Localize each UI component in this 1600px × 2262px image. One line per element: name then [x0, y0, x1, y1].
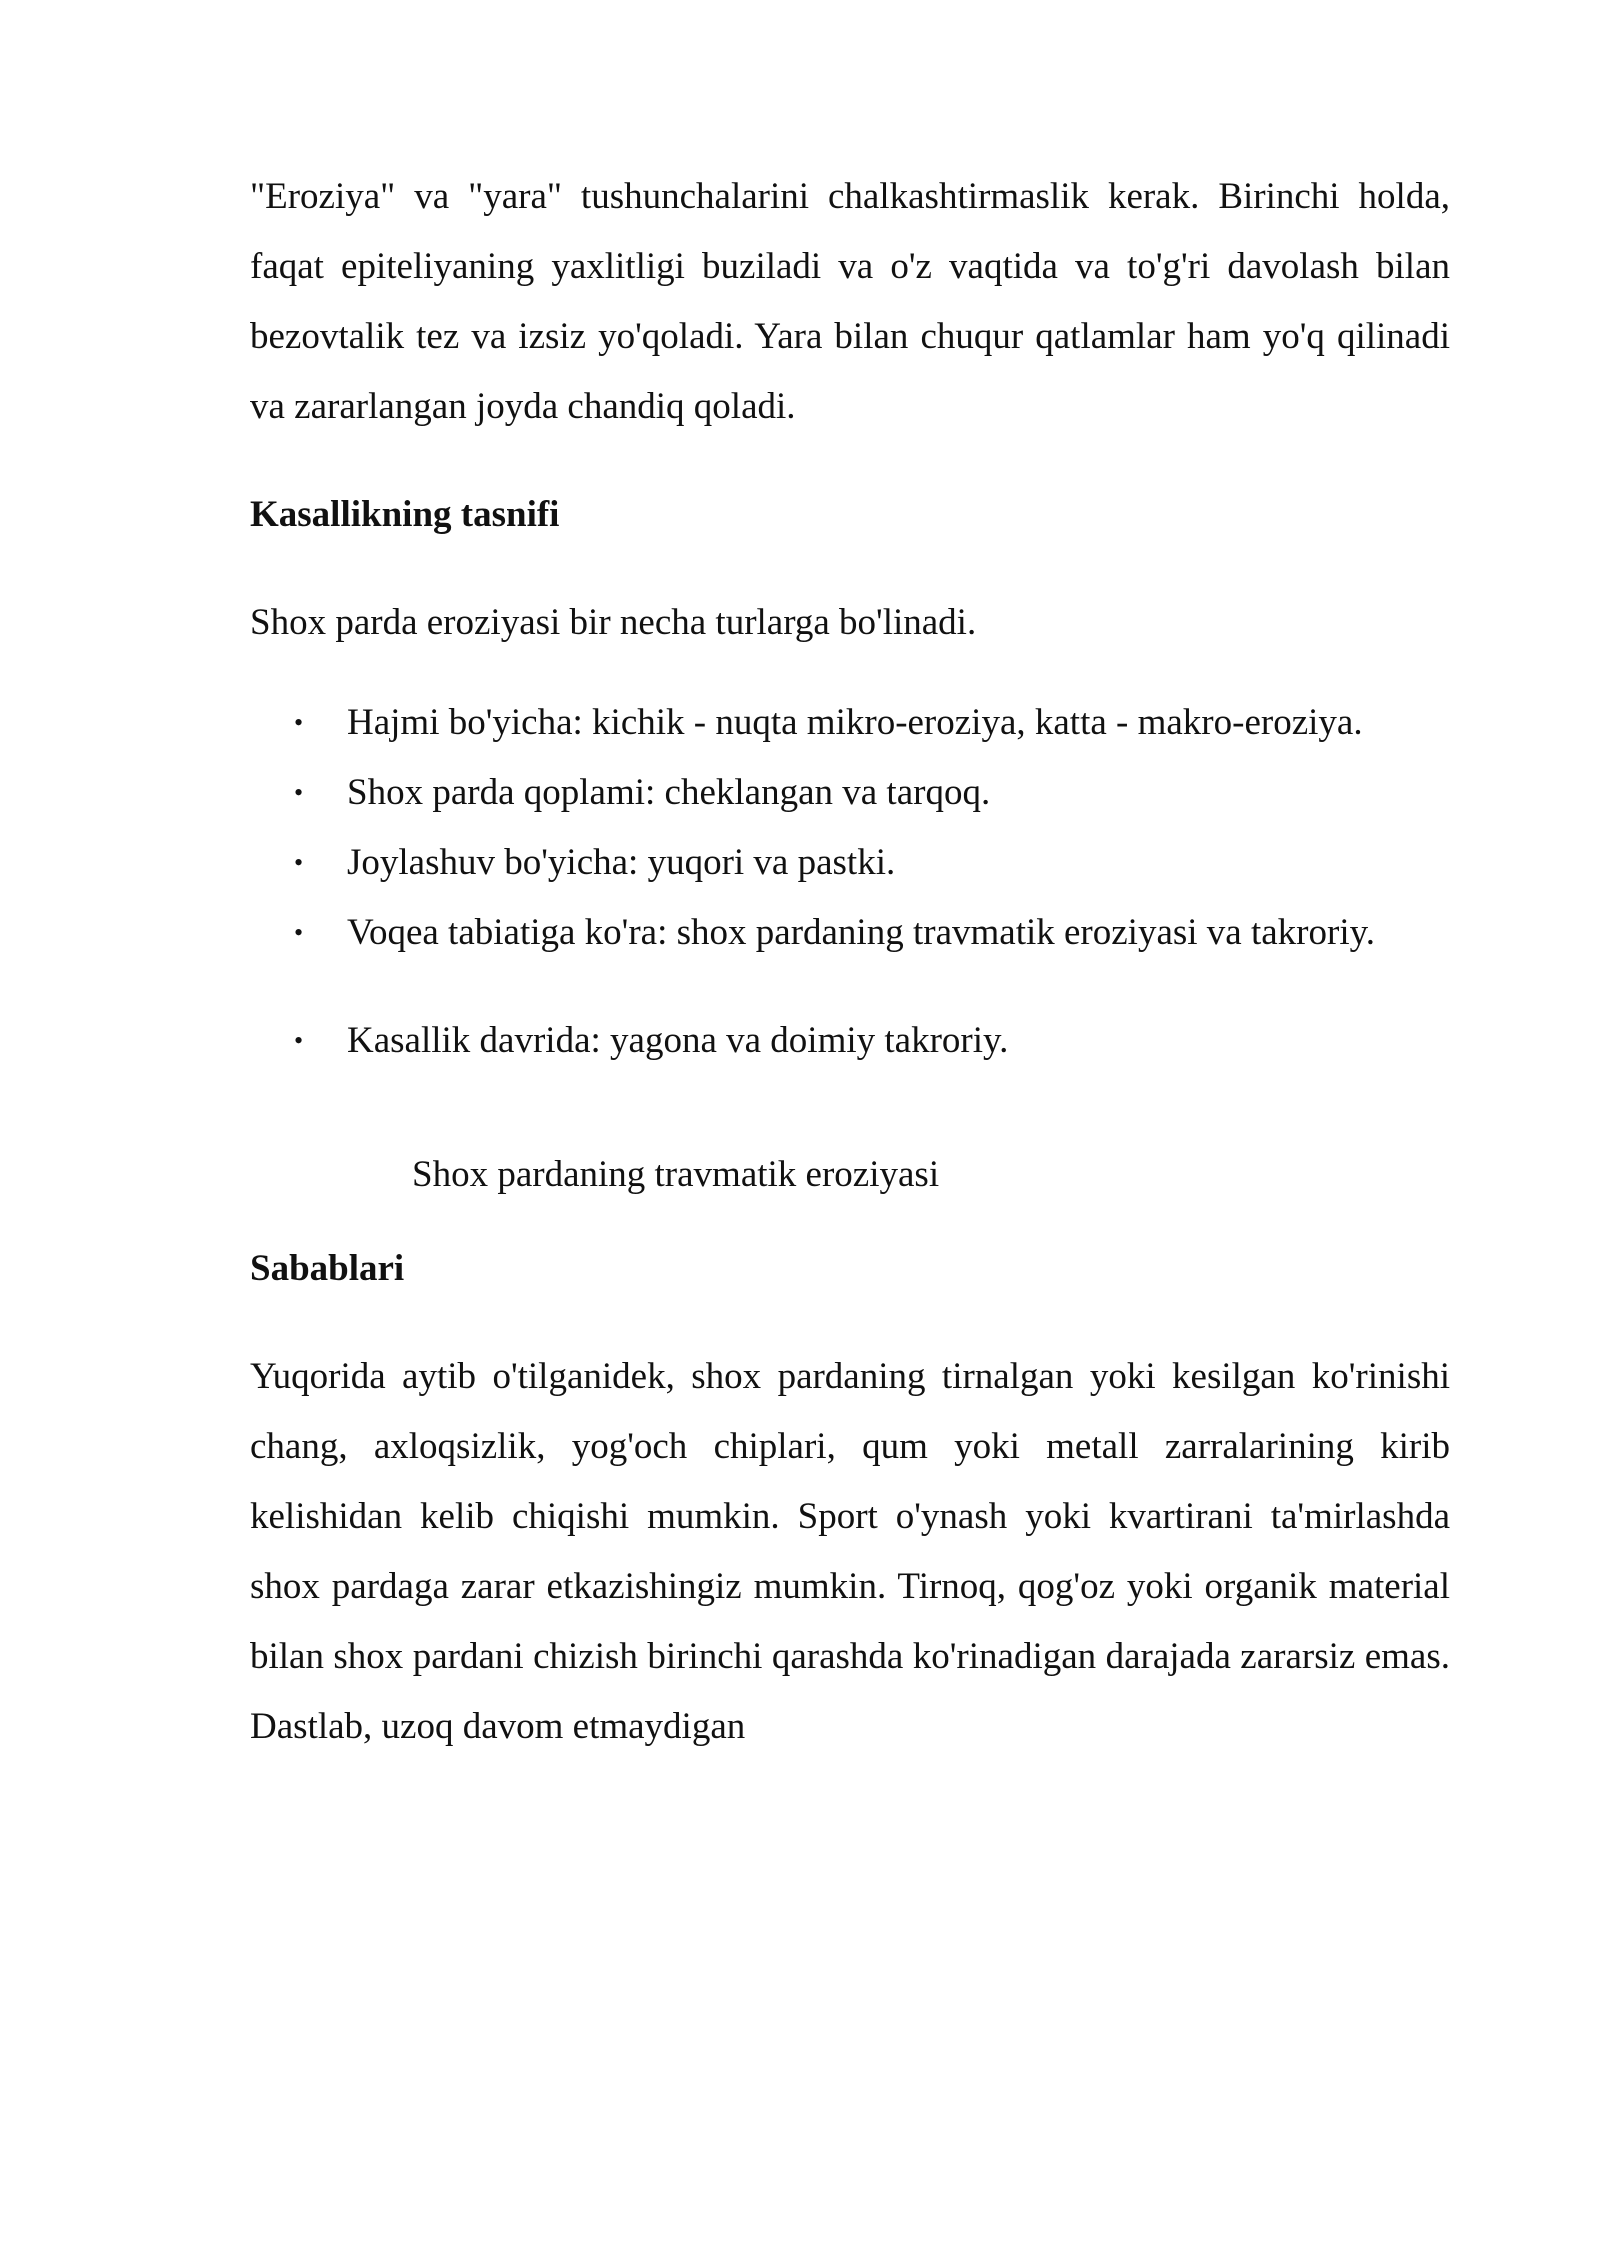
list-item: [250, 688, 1450, 758]
causes-heading: Sabablari: [250, 1248, 405, 1289]
intro-paragraph: "Eroziya" va "yara" tushunchalarini chalkashtirmaslik kerak. Birinchi holda, faqat epiteliyaning yaxlitligi buziladi va o'z vaqtida va to'g'ri davolash bilan bezovtalik tez va izsiz yo'qoladi. Yara bilan chuqur qatlamlar ham yo'q qilinadi va zararlangan joyda chandiq qoladi.: [250, 176, 1450, 427]
bullet-icon: •: [294, 778, 304, 807]
image-caption: Shox pardaning travmatik eroziyasi: [412, 1154, 940, 1195]
bullet-icon: •: [294, 708, 304, 737]
causes-paragraph: Yuqorida aytib o'tilganidek, shox pardaning tirnalgan yoki kesilgan ko'rinishi chang, axloqsizlik, yog'och chiplari, qum yoki metall zarralarining kirib kelishidan kelib chiqishi mumkin. Sport o'ynash yoki kvartirani ta'mirlashda shox pardaga zarar etkazishingiz mumkin. Tirnoq, qog'oz yoki organik material bilan shox pardani chizish birinchi qarashda ko'rinadigan darajada zararsiz emas. Dastlab, uzoq davom etmaydigan: [250, 1356, 1450, 1747]
list-item: [250, 758, 1450, 828]
list-item-text: Voqea tabiatiga ko'ra: shox pardaning travmatik eroziyasi va takroriy.: [347, 912, 1375, 953]
spacer: [250, 442, 1450, 480]
spacer: [250, 1076, 1450, 1140]
bullet-icon: •: [294, 1026, 304, 1055]
bullet-icon: •: [294, 848, 304, 877]
classification-heading: Kasallikning tasnifi: [250, 494, 560, 535]
spacer: [250, 1304, 1450, 1342]
list-item: [250, 1006, 1450, 1076]
list-item-text: Joylashuv bo'yicha: yuqori va pastki.: [347, 842, 896, 883]
list-item-text: Kasallik davrida: yagona va doimiy takroriy.: [347, 1020, 1009, 1061]
spacer: [250, 1210, 1450, 1234]
spacer: [250, 658, 1450, 688]
document-page: [250, 162, 1450, 1762]
list-item: [250, 898, 1450, 968]
list-item: [250, 828, 1450, 898]
classification-list: [250, 688, 1450, 1076]
list-item-text: Shox parda qoplami: cheklangan va tarqoq.: [347, 772, 991, 813]
classification-intro: Shox parda eroziyasi bir necha turlarga bo'linadi.: [250, 602, 977, 643]
spacer: [250, 550, 1450, 588]
bullet-icon: •: [294, 918, 304, 947]
list-item-text: Hajmi bo'yicha: kichik - nuqta mikro-eroziya, katta - makro-eroziya.: [347, 702, 1363, 743]
